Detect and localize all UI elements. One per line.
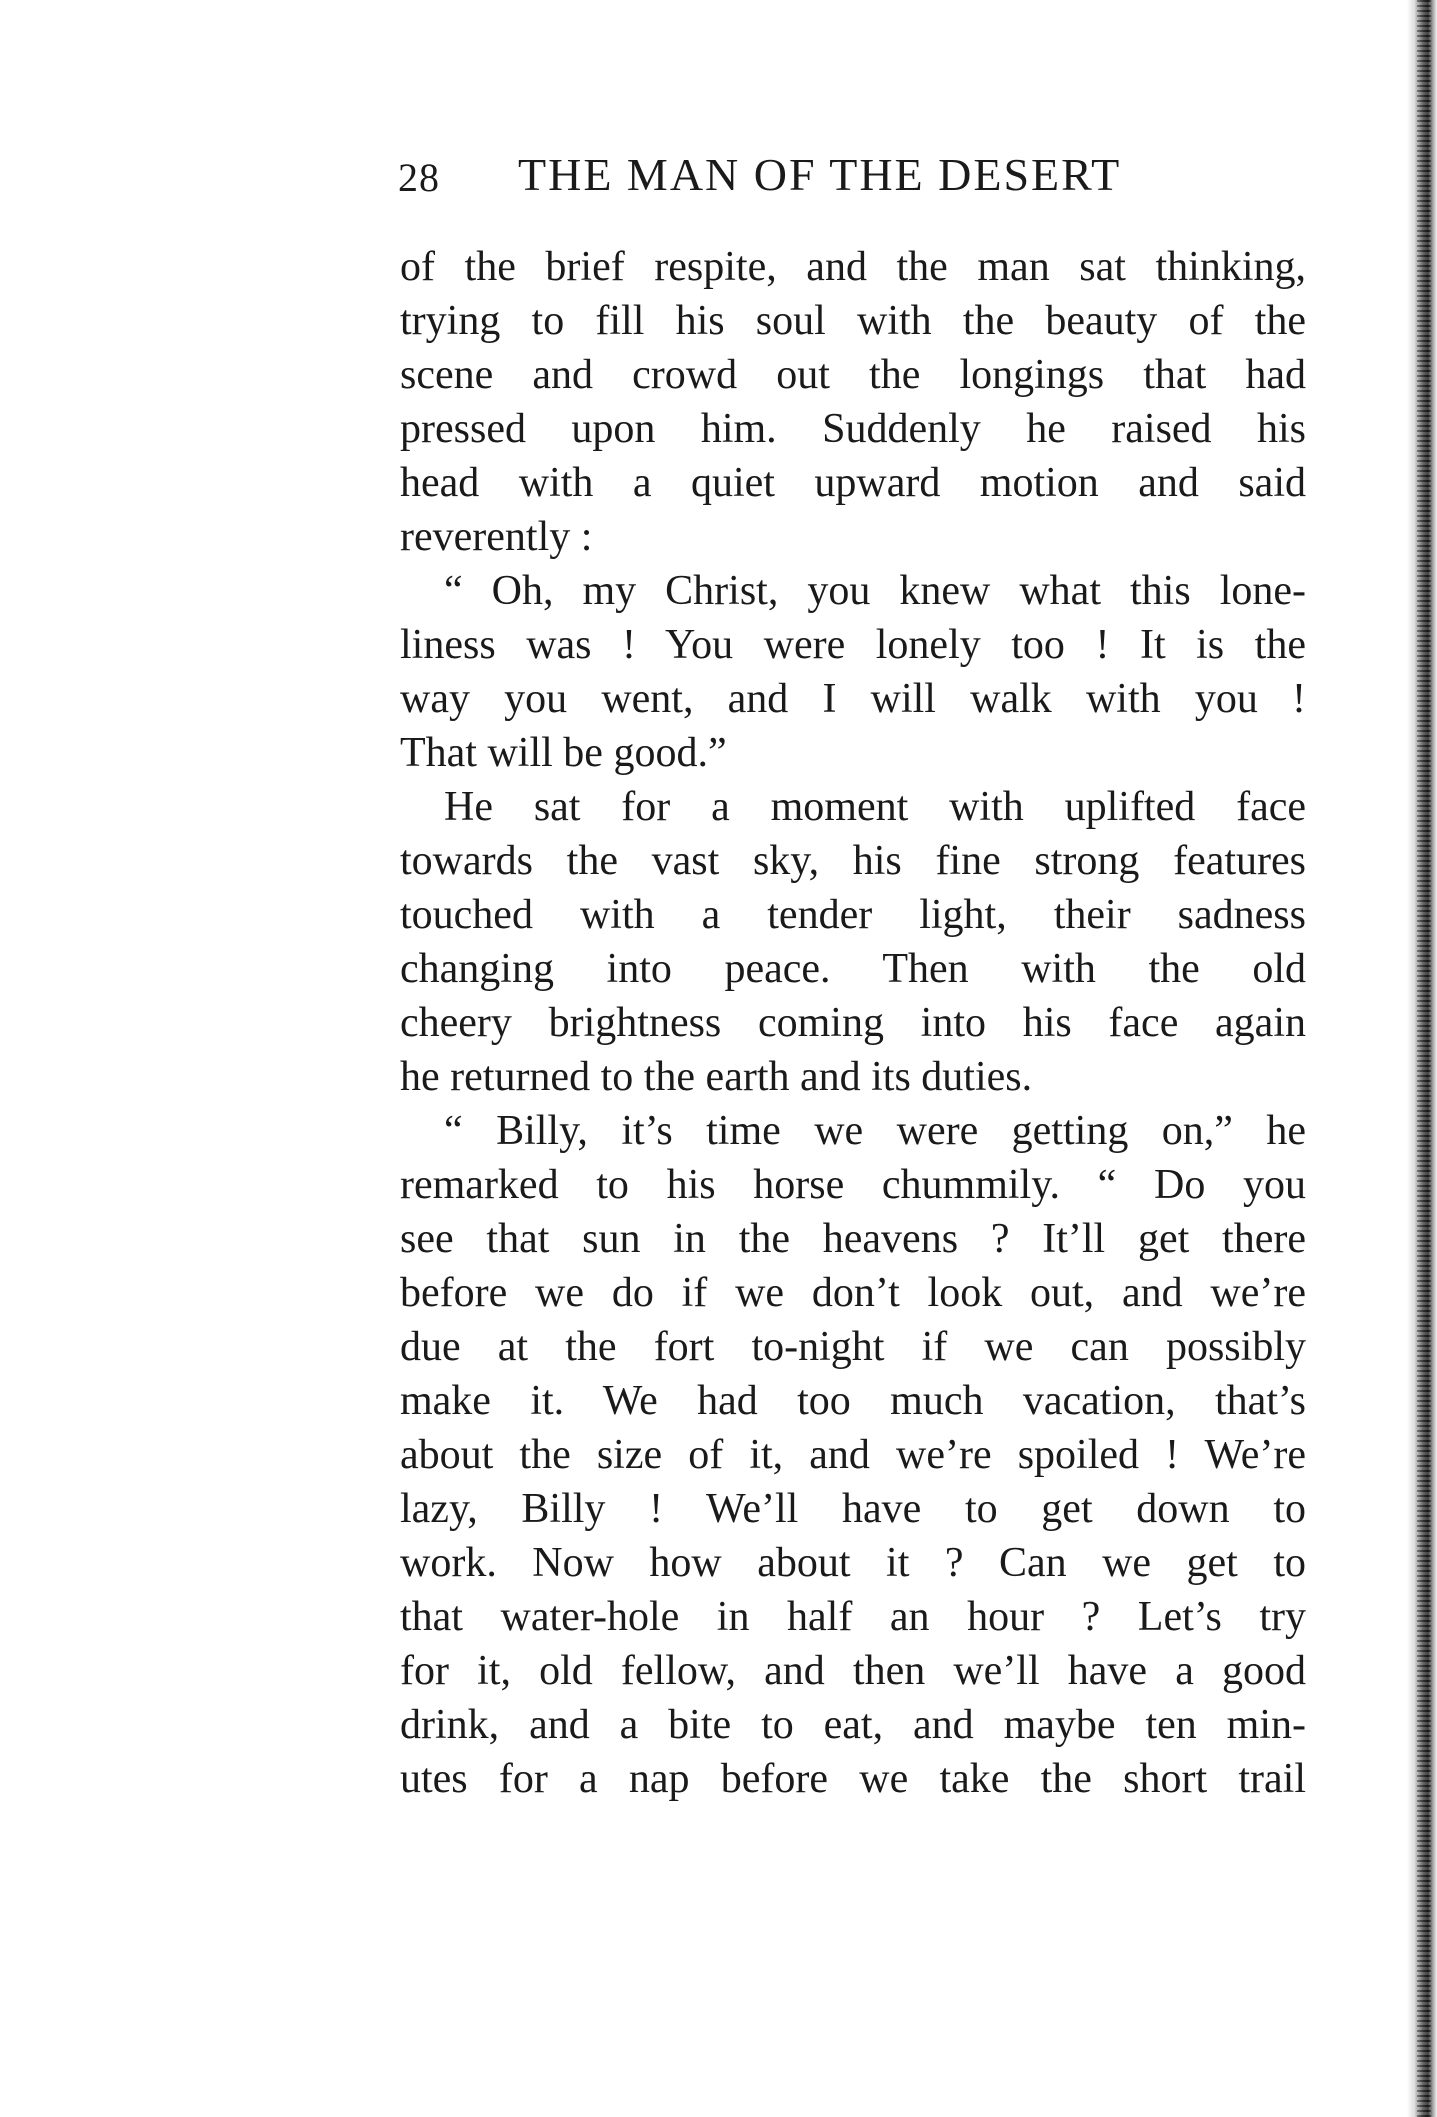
text-line: remarked to his horse chummily. “ Do you	[400, 1162, 1306, 1208]
text-line: “ Billy, it’s time we were getting on,” he	[444, 1108, 1306, 1154]
running-head	[398, 148, 1308, 208]
text-line: make it. We had too much vacation, that’s	[400, 1378, 1306, 1424]
text-line: head with a quiet upward motion and said	[400, 460, 1306, 506]
text-line: utes for a nap before we take the short trail	[400, 1756, 1306, 1802]
body-text	[400, 240, 1306, 1806]
text-line: “ Oh, my Christ, you knew what this lone-	[444, 568, 1306, 614]
text-line: cheery brightness coming into his face again	[400, 1000, 1306, 1046]
text-line: work. Now how about it ? Can we get to	[400, 1540, 1306, 1586]
text-line: of the brief respite, and the man sat thinking,	[400, 244, 1306, 290]
text-line: changing into peace. Then with the old	[400, 946, 1306, 992]
page-number: 28	[398, 155, 440, 200]
text-line: He sat for a moment with uplifted face	[444, 784, 1306, 830]
text-line: about the size of it, and we’re spoiled ! We’re	[400, 1432, 1306, 1478]
text-line: pressed upon him. Suddenly he raised his	[400, 406, 1306, 452]
text-line: trying to fill his soul with the beauty of the	[400, 298, 1306, 344]
text-line: scene and crowd out the longings that had	[400, 352, 1306, 398]
page-edge-texture	[1417, 0, 1431, 2117]
text-line: way you went, and I will walk with you !	[400, 676, 1306, 722]
running-title: THE MAN OF THE DESERT	[518, 149, 1122, 200]
text-line: that water-hole in half an hour ? Let’s try	[400, 1594, 1306, 1640]
text-line: drink, and a bite to eat, and maybe ten min-	[400, 1702, 1306, 1748]
text-line: towards the vast sky, his fine strong features	[400, 838, 1306, 884]
text-line: reverently :	[400, 514, 593, 560]
text-line: due at the fort to-night if we can possibly	[400, 1324, 1306, 1370]
text-line: before we do if we don’t look out, and we’re	[400, 1270, 1306, 1316]
text-line: for it, old fellow, and then we’ll have a good	[400, 1648, 1306, 1694]
text-line: liness was ! You were lonely too ! It is the	[400, 622, 1306, 668]
text-line: That will be good.”	[400, 730, 727, 776]
text-line: touched with a tender light, their sadness	[400, 892, 1306, 938]
text-line: lazy, Billy ! We’ll have to get down to	[400, 1486, 1306, 1532]
text-line: he returned to the earth and its duties.	[400, 1054, 1033, 1100]
text-line: see that sun in the heavens ? It’ll get there	[400, 1216, 1306, 1262]
